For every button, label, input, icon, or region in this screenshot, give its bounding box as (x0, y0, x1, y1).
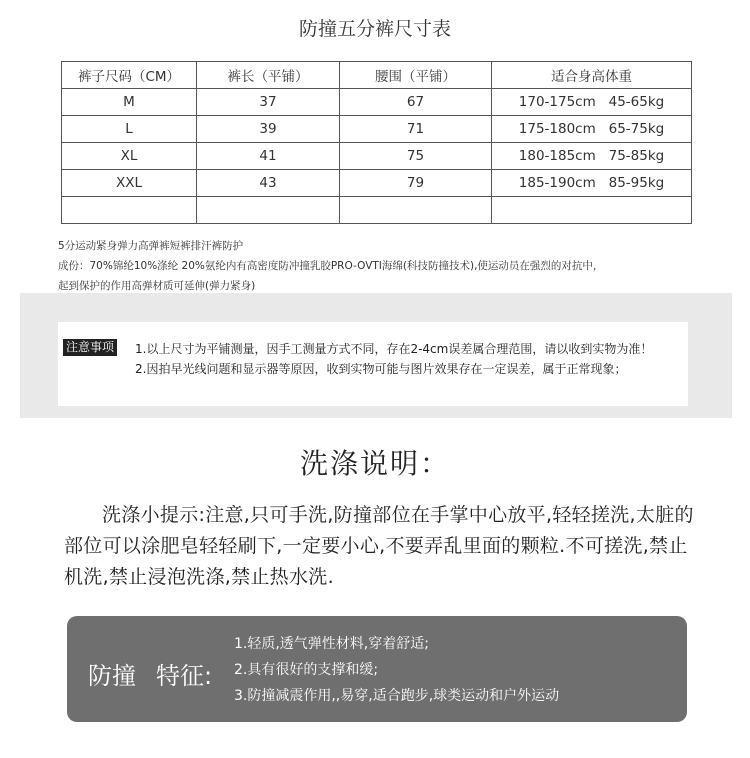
table-row (62, 116, 692, 143)
cell-length: 37 (197, 89, 340, 116)
cell-waist: 79 (340, 170, 492, 197)
notice-box (58, 322, 688, 406)
cell-length (197, 197, 340, 224)
washing-text: 洗涤小提示:注意,只可手洗,防撞部位在手掌中心放平,轻轻搓洗,太脏的部位可以涂肥皂轻轻刷下,一定要小心,不要弄乱里面的颗粒.不可搓洗,禁止机洗,禁止浸泡洗涤,禁止热水洗. (64, 504, 694, 588)
product-name-note: 5分运动紧身弹力高弹裤短裤排汗裤防护 (58, 240, 244, 252)
cell-waist: 67 (340, 89, 492, 116)
feature-box (67, 616, 687, 722)
cell-fit: 185-190cm 85-95kg (492, 170, 692, 197)
product-notes (58, 236, 718, 296)
notice-line-2: 2.因拍早光线问题和显示器等原因，收到实物可能与图片效果存在一定误差，属于正常现象； (135, 362, 627, 376)
cell-length: 41 (197, 143, 340, 170)
feature-label-part2: 特征: (156, 662, 213, 690)
column-header-length: 裤长（平铺） (197, 62, 340, 89)
feature-label (88, 656, 212, 691)
feature-list (234, 631, 559, 709)
notice-tag: 注意事项 (63, 339, 117, 356)
cell-size: L (62, 116, 197, 143)
table-row (62, 170, 692, 197)
cell-waist: 71 (340, 116, 492, 143)
cell-fit: 180-185cm 75-85kg (492, 143, 692, 170)
list-item: 2.具有很好的支撑和缓; (234, 662, 379, 678)
cell-size: XL (62, 143, 197, 170)
column-header-size: 裤子尺码（CM） (62, 62, 197, 89)
feature-label-part1: 防撞 (88, 662, 136, 690)
cell-fit (492, 197, 692, 224)
table-row (62, 89, 692, 116)
size-table (61, 61, 692, 224)
cell-waist (340, 197, 492, 224)
notice-line-1: 1.以上尺寸为平铺测量，因手工测量方式不同，存在2-4cm误差属合理范围，请以收到实物为准！ (135, 342, 653, 356)
protection-note: 起到保护的作用高弹材质可延伸(弹力紧身) (58, 280, 256, 292)
size-table-title: 防撞五分裤尺寸表 (298, 18, 451, 40)
cell-length: 39 (197, 116, 340, 143)
cell-waist: 75 (340, 143, 492, 170)
cell-fit: 175-180cm 65-75kg (492, 116, 692, 143)
cell-fit: 170-175cm 45-65kg (492, 89, 692, 116)
cell-length: 43 (197, 170, 340, 197)
cell-size: M (62, 89, 197, 116)
column-header-fit: 适合身高体重 (492, 62, 692, 89)
table-row-empty (62, 197, 692, 224)
table-row (62, 143, 692, 170)
cell-size (62, 197, 197, 224)
cell-size: XXL (62, 170, 197, 197)
washing-title: 洗涤说明： (299, 447, 450, 480)
column-header-waist: 腰围（平铺） (340, 62, 492, 89)
composition-note: 成份：70%锦纶10%涤纶 20%氨纶内有高密度防冲撞乳胶PRO-OVTI海绵(科技防撞技术),使运动员在强烈的对抗中， (58, 260, 604, 272)
table-header-row (62, 62, 692, 89)
list-item: 3.防撞减震作用,,易穿,适合跑步,球类运动和户外运动 (234, 688, 560, 704)
list-item: 1.轻质,透气弹性材料,穿着舒适; (234, 636, 429, 652)
